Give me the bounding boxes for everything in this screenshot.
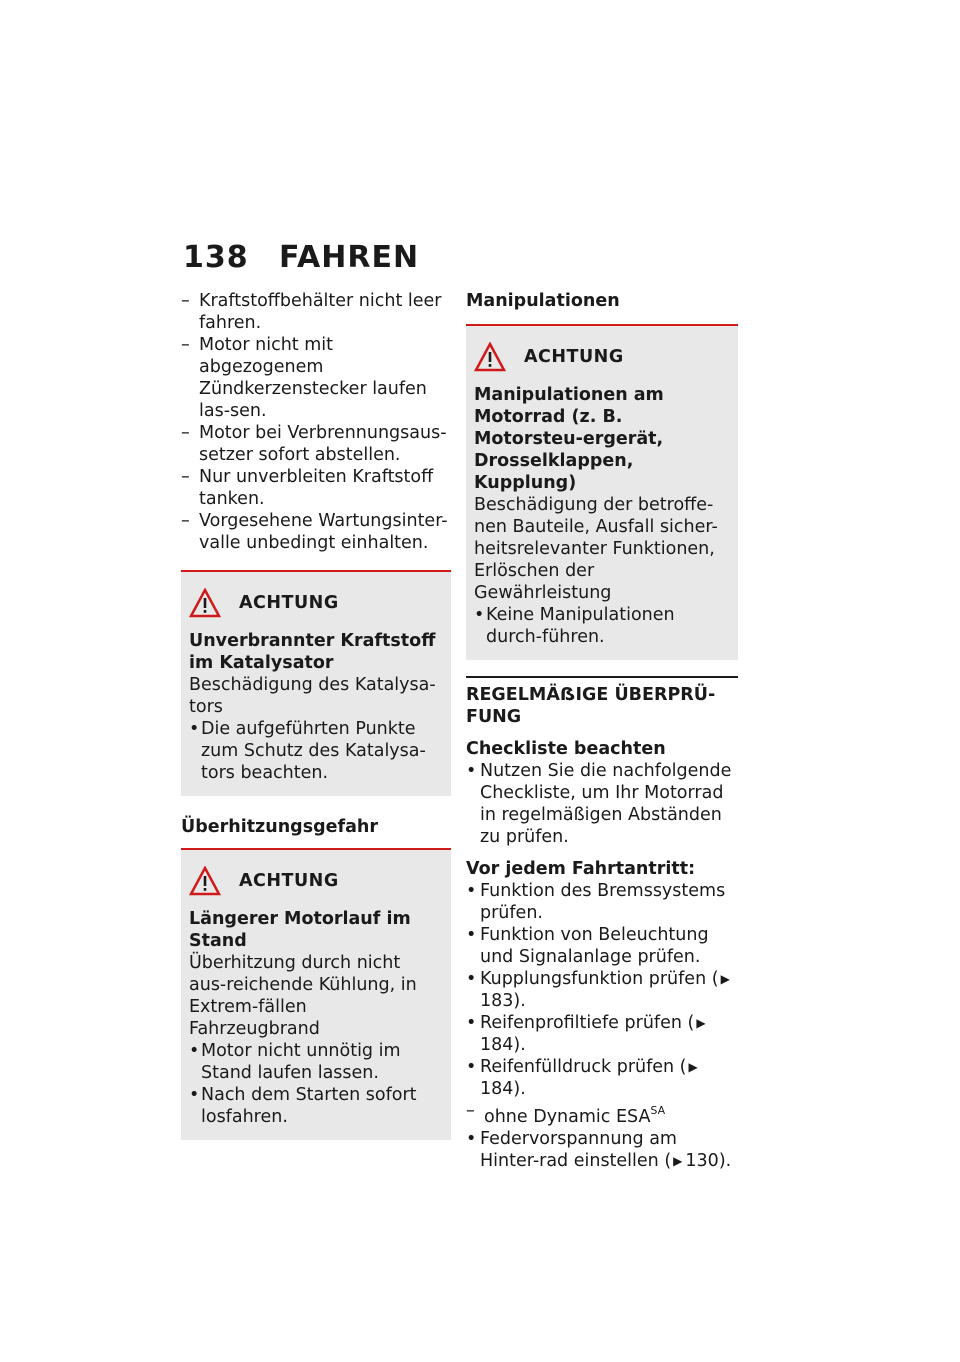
warning-text: Beschädigung der betroffe-nen Bauteile, Ausfall sicher-heitsrelevanter Funktionen, Erlöschen der Gewährleistung (474, 495, 718, 603)
warning-box (181, 848, 451, 1140)
list-item (466, 1128, 738, 1172)
warning-box (181, 570, 451, 796)
arrow-ref-icon: ▶ (720, 972, 729, 986)
warning-label: ACHTUNG (524, 347, 624, 367)
item-text: Federvorspannung am Hinter-rad einstellen ( (480, 1129, 677, 1171)
subsection-title: Vor jedem Fahrtantritt: (466, 859, 696, 879)
page-ref[interactable]: 183 (480, 991, 514, 1011)
right-column (466, 290, 738, 1172)
option-text: ohne Dynamic ESA (484, 1107, 651, 1127)
warning-icon (189, 588, 221, 618)
option-superscript: SA (650, 1104, 666, 1117)
chapter-title: FAHREN (279, 240, 420, 275)
page-ref[interactable]: 130 (685, 1151, 719, 1171)
warning-label: ACHTUNG (239, 593, 339, 613)
list-item (466, 968, 738, 1012)
warning-bullet: • Nach dem Starten sofort losfahren. (189, 1084, 443, 1128)
page-ref[interactable]: 184 (480, 1035, 514, 1055)
section-heading: REGELMÄẞIGE ÜBERPRÜ-FUNG (466, 676, 738, 728)
warning-header (474, 338, 730, 376)
item-suffix: ). (513, 1079, 526, 1099)
item-suffix: ). (513, 991, 526, 1011)
list-item: – Motor bei Verbrennungsaus-setzer sofort abstellen. (181, 422, 451, 466)
page-ref[interactable]: 184 (480, 1079, 514, 1099)
list-item: • Funktion des Bremssystems prüfen. (466, 880, 738, 924)
warning-bullet: • Motor nicht unnötig im Stand laufen lassen. (189, 1040, 443, 1084)
warning-label: ACHTUNG (239, 871, 339, 891)
left-column (181, 290, 451, 1140)
list-item: • Funktion von Beleuchtung und Signalanlage prüfen. (466, 924, 738, 968)
page-header (183, 240, 419, 275)
list-item (466, 1012, 738, 1056)
section-title: Überhitzungsgefahr (181, 817, 379, 837)
list-item (466, 1056, 738, 1100)
warning-bullet: • Keine Manipulationen durch-führen. (474, 604, 730, 648)
warning-icon (189, 866, 221, 896)
item-suffix: ). (718, 1151, 732, 1171)
warning-heading: Manipulationen am Motorrad (z. B. Motorsteu-ergerät, Drosselklappen, Kupplung) (474, 385, 664, 493)
warning-box (466, 324, 738, 660)
dash-list (181, 290, 451, 554)
warning-header (189, 862, 443, 900)
warning-heading: Unverbrannter Kraftstoff im Katalysator (189, 631, 436, 673)
subsection-title: Checkliste beachten (466, 739, 666, 759)
warning-icon (474, 342, 506, 372)
item-text: Reifenprofiltiefe prüfen ( (480, 1013, 695, 1033)
item-suffix: ). (513, 1035, 526, 1055)
warning-text: Beschädigung des Katalysa-tors (189, 675, 436, 717)
page-number: 138 (183, 240, 249, 275)
item-text: Kupplungsfunktion prüfen ( (480, 969, 719, 989)
list-item: – Motor nicht mit abgezogenem Zündkerzenstecker laufen las-sen. (181, 334, 451, 422)
warning-heading: Längerer Motorlauf im Stand (189, 909, 411, 951)
warning-bullet: • Die aufgeführten Punkte zum Schutz des Katalysa-tors beachten. (189, 718, 443, 784)
arrow-ref-icon: ▶ (696, 1016, 705, 1030)
option-line (466, 1100, 738, 1128)
list-item: – Kraftstoffbehälter nicht leer fahren. (181, 290, 451, 334)
section-title: Manipulationen (466, 291, 620, 311)
warning-text: Überhitzung durch nicht aus-reichende Kühlung, in Extrem-fällen Fahrzeugbrand (189, 953, 417, 1039)
warning-header (189, 584, 443, 622)
list-item: • Nutzen Sie die nachfolgende Checkliste, um Ihr Motorrad in regelmäßigen Abständen zu prüfen. (466, 760, 738, 848)
list-item: – Nur unverbleiten Kraftstoff tanken. (181, 466, 451, 510)
item-text: Reifenfülldruck prüfen ( (480, 1057, 687, 1077)
arrow-ref-icon: ▶ (688, 1060, 697, 1074)
arrow-ref-icon: ▶ (673, 1154, 682, 1168)
list-item: – Vorgesehene Wartungsinter-valle unbedingt einhalten. (181, 510, 451, 554)
